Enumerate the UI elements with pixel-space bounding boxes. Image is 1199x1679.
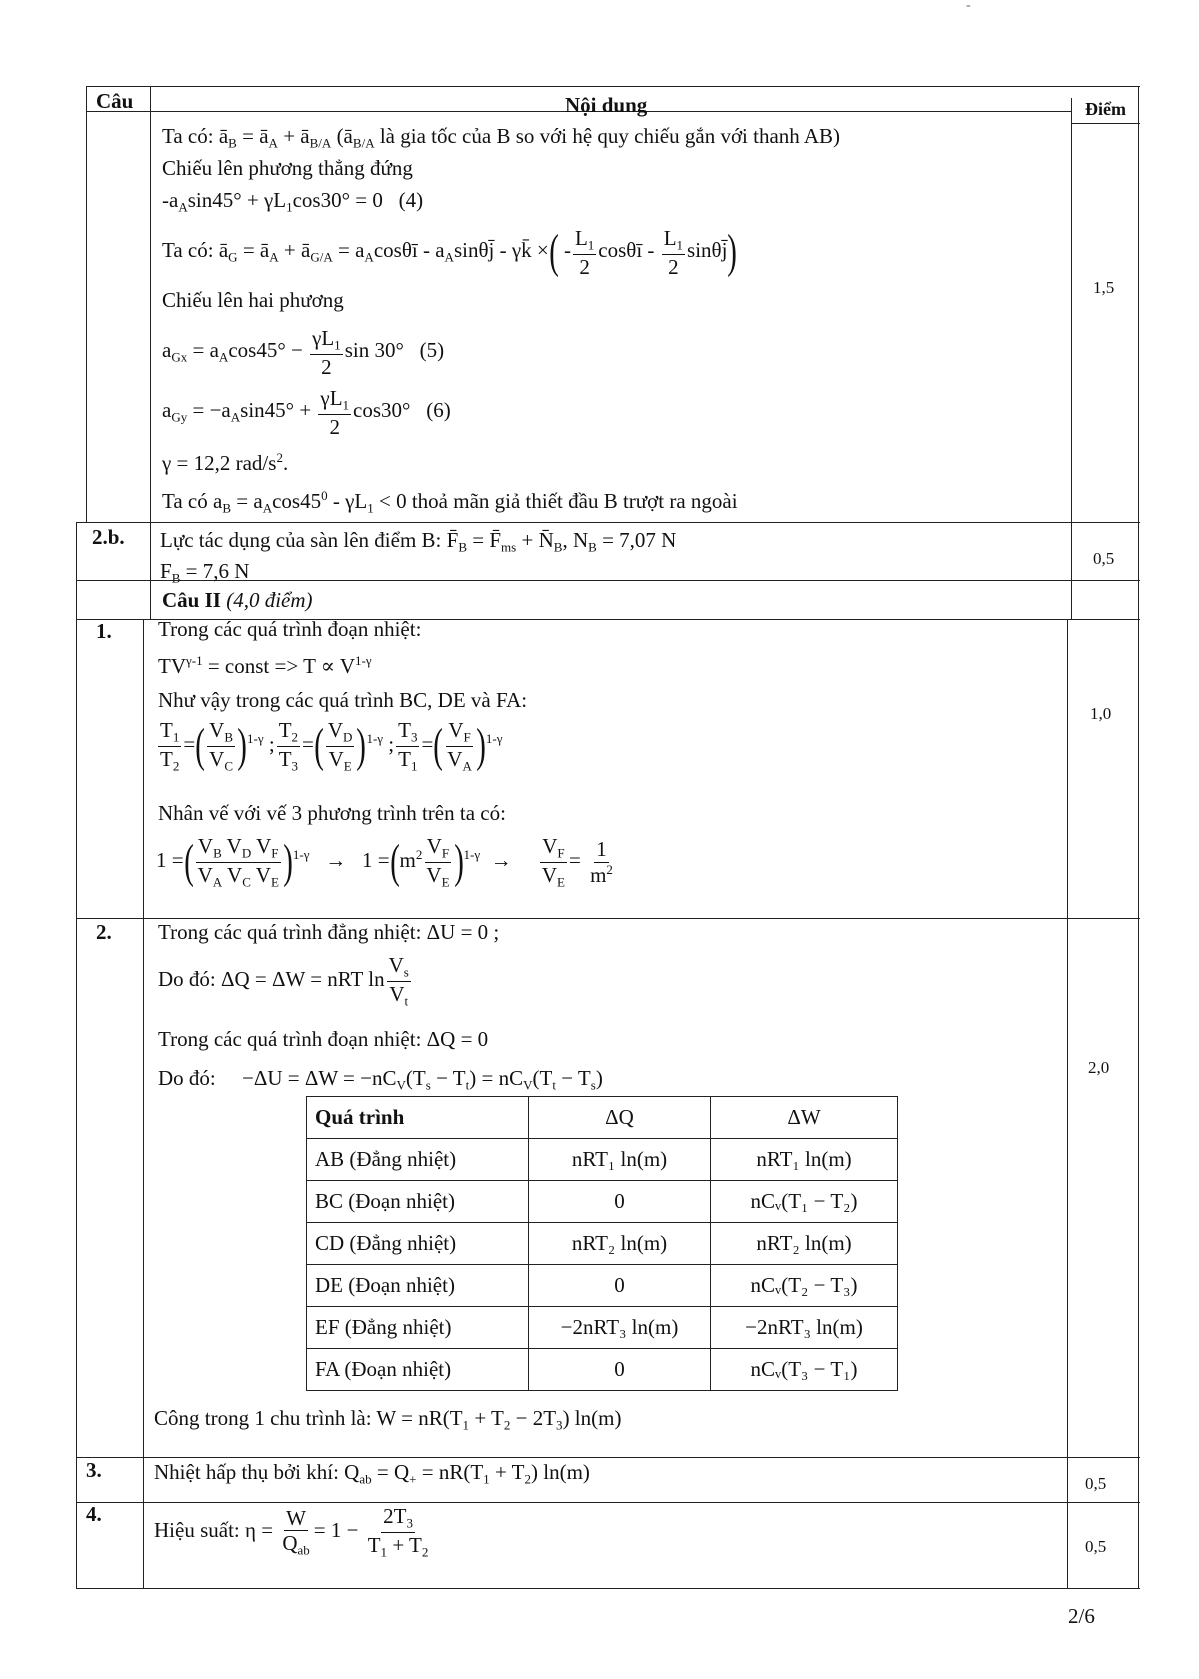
process-table-header (307, 1097, 898, 1139)
table-cell: 0 (529, 1181, 711, 1223)
table-row (307, 1181, 898, 1223)
q3-text: Nhiệt hấp thụ bởi khí: $Q_{ab} = Q_+ = nR(T_1 + T_2)$ ln(m) (154, 1460, 590, 1487)
table-cell: nRT₁ ln(m) (711, 1139, 898, 1181)
q1-line1: Trong các quá trình đoạn nhiệt: (158, 617, 422, 641)
q2-bottom-border (76, 1457, 1140, 1458)
table-row (307, 1265, 898, 1307)
q1-score: 1,0 (1090, 704, 1112, 723)
table-cell: nCᵥ(T₃ − T₁) (711, 1349, 898, 1391)
score-divider-top (1071, 98, 1072, 619)
table-left-border-top (86, 86, 87, 522)
table-cell: nCᵥ(T₁ − T₂) (711, 1181, 898, 1223)
q2-line3: Trong các quá trình đoạn nhiệt: ΔQ = 0 (158, 1027, 489, 1051)
table-cell: nCᵥ(T₂ − T₃) (711, 1265, 898, 1307)
scan-mark: - (966, 0, 971, 13)
header-dw: ΔW (711, 1097, 898, 1139)
table-cell: FA (Đoạn nhiệt) (307, 1349, 529, 1391)
table-row (307, 1139, 898, 1181)
s2a-line2: Chiếu lên phương thẳng đứng (162, 156, 413, 180)
s2b-score: 0,5 (1093, 549, 1115, 568)
q1-product-eq: 1 =( $\frac{V_B V_D V_F}{V_A V_C V_E}$ )$^{1-\gamma} \to 1 =(m^2$ $\frac{V_F}{V_E}$ )$^{1-\gamma}$ → $\frac{V_F}{V_E}$ = $\frac{1}{m^2}$ (156, 834, 613, 890)
table-bottom-border (76, 1588, 1140, 1589)
s2b-line2: $F_B = 7,6$ N (160, 559, 250, 586)
q1-line5: Nhân vế với vế 3 phương trình trên ta có: (158, 801, 506, 825)
table-cell: CD (Đẳng nhiệt) (307, 1223, 529, 1265)
score-divider (1067, 619, 1068, 1588)
table-row (307, 1349, 898, 1391)
process-table (306, 1096, 898, 1391)
table-cell: nRT₂ ln(m) (711, 1223, 898, 1265)
q4-text: Hiệu suất: η = $\frac{W}{Q_{ab}}$ = 1 − $\frac{2T_3}{T_1 + T_2}$ (154, 1504, 429, 1560)
table-cell: BC (Đoạn nhiệt) (307, 1181, 529, 1223)
q2-score: 2,0 (1088, 1058, 1110, 1077)
header-content: Nội dung (565, 93, 648, 117)
table-cell: AB (Đẳng nhiệt) (307, 1139, 529, 1181)
col-divider-top (150, 86, 151, 619)
q4-score: 0,5 (1085, 1537, 1107, 1556)
s2a-line4: Ta có: $ā_G$ = $ā_A$ + $ā_{G/A}$ = $a_A\cos\theta ī$ - $a_A\sin\theta j̄$ - γk̄ ×( - $\frac{L_1}{2}$ cosθī - $\frac{L_1}{2}$ sinθj̄) (162, 225, 738, 279)
s2a-eq5: $a_{Gx} = a_A\cos 45^\circ$ − $\frac{\gamma L_1}{2}$ sin 30° (5) (162, 326, 445, 379)
s2a-line5: Chiếu lên hai phương (162, 288, 344, 312)
q3-label: 3. (86, 1458, 102, 1482)
q1-line3: Như vậy trong các quá trình BC, DE và FA: (158, 688, 528, 712)
s2b-line1: Lực tác dụng của sàn lên điểm B: $F̄_B$ = $F̄_{ms}$ + $N̄_B$, $N_B = 7,07$ N (160, 528, 677, 555)
table-cell: nRT₁ ln(m) (529, 1139, 711, 1181)
header-score: Điểm (1085, 99, 1126, 119)
table-cell: 0 (529, 1349, 711, 1391)
table-row (307, 1307, 898, 1349)
s2a-score: 1,5 (1093, 278, 1115, 297)
table-cell: −2nRT₃ ln(m) (711, 1307, 898, 1349)
score-header-border (1071, 123, 1140, 124)
page-number: 2/6 (1068, 1604, 1095, 1628)
q3-score: 0,5 (1085, 1474, 1107, 1493)
q1-line2: $TV^{\gamma-1}$ = const => $T \propto V^{1-\gamma}$ (158, 653, 372, 678)
s2b-label: 2.b. (92, 525, 125, 549)
s2a-eq4: $-a_A\sin 45^\circ + \gamma L_1\cos 30^\circ = 0$ (4) (162, 188, 424, 215)
header-dq: ΔQ (529, 1097, 711, 1139)
q2-label: 2. (96, 920, 112, 944)
header-question: Câu (96, 89, 134, 113)
table-cell: nRT₂ ln(m) (529, 1223, 711, 1265)
table-cell: −2nRT₃ ln(m) (529, 1307, 711, 1349)
table-cell: 0 (529, 1265, 711, 1307)
q2-line2: Do đó: ΔQ = ΔW = nRT ln $\frac{V_s}{V_t}$ (158, 953, 409, 1009)
table-cell: EF (Đẳng nhiệt) (307, 1307, 529, 1349)
row-2a-bottom-border (76, 522, 1140, 523)
table-top-border (86, 86, 1140, 87)
s2a-line1: Ta có: $ā_B$ = $ā_A$ + $ā_{B/A}$ ($ā_{B/A}$ là gia tốc của B so với hệ quy chiếu gắn với thanh AB) (162, 124, 841, 151)
section-title: Câu II (4,0 điểm) (162, 588, 313, 612)
col-divider (143, 619, 144, 1588)
s2a-last: Ta có $a_B = a_A\cos 45^0 - \gamma L_1 < 0$ thoả mãn giả thiết đầu B trượt ra ngoài (162, 488, 738, 516)
q3-bottom-border (76, 1502, 1140, 1503)
table-row (307, 1223, 898, 1265)
table-left-border (76, 522, 77, 1588)
table-cell: DE (Đoạn nhiệt) (307, 1265, 529, 1307)
s2a-gamma: γ = 12,2 rad/$s^2$. (162, 450, 289, 475)
q1-bottom-border (76, 918, 1140, 919)
q1-ratio-eqs: $\frac{T_1}{T_2}$ =( $\frac{V_B}{V_C}$ )$^{1-\gamma}$ ; $\frac{T_2}{T_3}$ =( $\frac{V_D}{V_E}$ )$^{1-\gamma}$ ; $\frac{T_3}{T_1}$ =( $\frac{V_F}{V_A}$ )$^{1-\gamma}$ (160, 718, 503, 774)
q4-label: 4. (86, 1502, 102, 1526)
q2-line1: Trong các quá trình đẳng nhiệt: ΔU = 0 ; (158, 920, 500, 944)
header-process: Quá trình (307, 1097, 529, 1139)
q1-label: 1. (96, 619, 112, 643)
q2-work: Công trong 1 chu trình là: $W = nR(T_1 + T_2 - 2T_3)$ ln(m) (154, 1406, 622, 1433)
q2-line4: Do đó: $-\Delta U = \Delta W = -nC_V(T_s - T_t) = nC_V(T_t - T_s)$ (158, 1066, 603, 1093)
s2a-eq6: $a_{Gy} = -a_A\sin 45^\circ$ + $\frac{\gamma L_1}{2}$ cos30° (6) (162, 386, 451, 439)
table-right-border (1138, 86, 1139, 1588)
